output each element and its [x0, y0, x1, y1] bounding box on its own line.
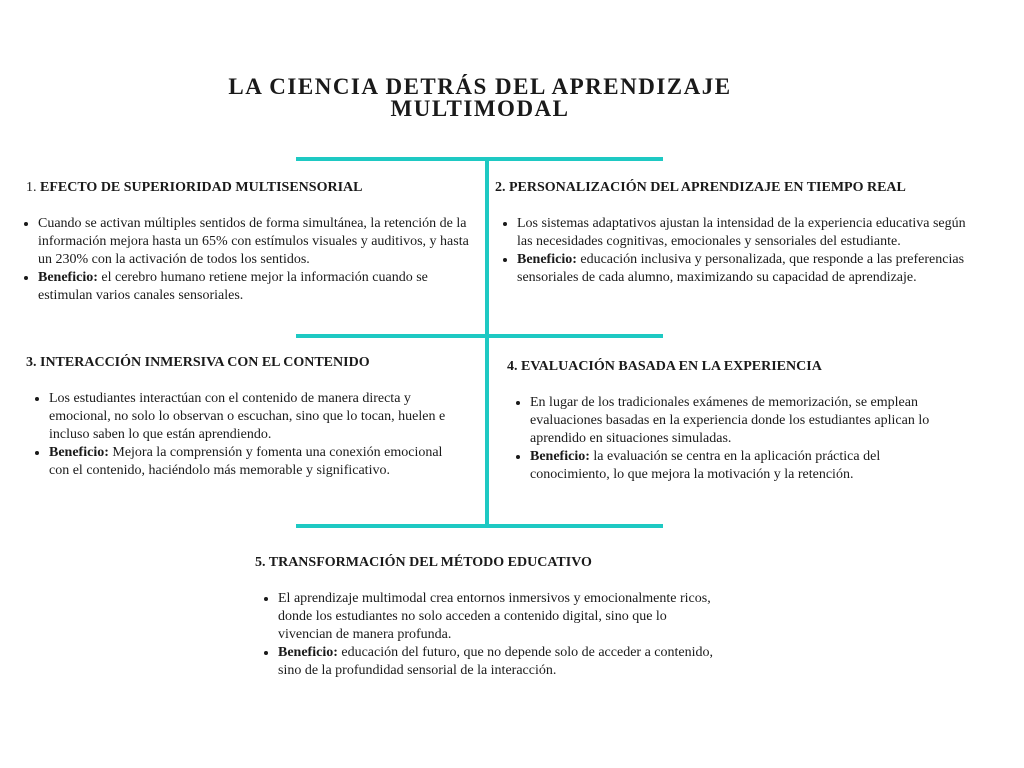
section-heading: [507, 358, 957, 376]
list-item: [38, 215, 476, 269]
section-title: TRANSFORMACIÓN DEL MÉTODO EDUCATIVO: [268, 555, 592, 570]
bullet-label: Beneficio:: [278, 645, 338, 660]
section-title: INTERACCIÓN INMERSIVA CON EL CONTENIDO: [40, 355, 370, 370]
divider-middle: [296, 334, 663, 338]
divider-vertical: [485, 159, 489, 526]
bullet-text: Mejora la comprensión y fomenta una conexión emocional con el contenido, haciéndolo más memorable y significativo.: [49, 445, 443, 478]
list-item: [49, 390, 466, 444]
bullet-list: [495, 215, 980, 287]
section-number: 4.: [507, 359, 518, 374]
list-item: [278, 644, 715, 680]
bullet-list: [26, 215, 476, 305]
section-title: PERSONALIZACIÓN DEL APRENDIZAJE EN TIEMPO REAL: [509, 180, 906, 195]
section-title: EVALUACIÓN BASADA EN LA EXPERIENCIA: [521, 359, 822, 374]
section-experience-based-evaluation: [507, 358, 957, 484]
bullet-text: El aprendizaje multimodal crea entornos inmersivos y emocionalmente ricos, donde los estudiantes no solo acceden a contenido digital, sino que lo vivencian de manera profunda.: [278, 591, 711, 642]
section-number: 3.: [26, 355, 37, 370]
section-immersive-interaction: [26, 354, 466, 480]
bullet-text: Los sistemas adaptativos ajustan la intensidad de la experiencia educativa según las necesidades cognitivas, emocionales y sensoriales del estudiante.: [517, 216, 966, 249]
section-number: 5.: [255, 555, 266, 570]
section-heading: [255, 554, 715, 572]
bullet-text: educación del futuro, que no depende solo de acceder a contenido, sino de la profundidad sensorial de la interacción.: [278, 645, 713, 678]
list-item: [278, 590, 715, 644]
list-item: [49, 444, 466, 480]
section-number: 1.: [26, 180, 37, 195]
bullet-text: el cerebro humano retiene mejor la información cuando se estimulan varios canales sensoriales.: [38, 270, 428, 303]
bullet-label: Beneficio:: [530, 449, 590, 464]
list-item: [517, 215, 980, 251]
bullet-text: En lugar de los tradicionales exámenes de memorización, se emplean evaluaciones basadas en la experiencia donde los estudiantes aplican lo aprendido en situaciones simuladas.: [530, 395, 930, 446]
bullet-text: educación inclusiva y personalizada, que responde a las preferencias sensoriales de cada alumno, maximizando su capacidad de aprendizaje.: [517, 252, 965, 285]
bullet-text: Los estudiantes interactúan con el contenido de manera directa y emocional, no solo lo observan o escuchan, sino que lo tocan, huelen e incluso saben lo que están aprendiendo.: [49, 391, 446, 442]
bullet-label: Beneficio:: [517, 252, 577, 267]
section-heading: [495, 179, 980, 197]
divider-bottom: [296, 524, 663, 528]
bullet-list: [507, 394, 957, 484]
section-number: 2.: [495, 180, 506, 195]
bullet-list: [26, 390, 466, 480]
bullet-text: Cuando se activan múltiples sentidos de forma simultánea, la retención de la información mejora hasta un 65% con estímulos visuales y auditivos, y hasta un 230% con la activación de todos los sentidos.: [38, 216, 469, 267]
section-title: EFECTO DE SUPERIORIDAD MULTISENSORIAL: [40, 180, 363, 195]
bullet-text: la evaluación se centra en la aplicación práctica del conocimiento, lo que mejora la motivación y la retención.: [530, 449, 881, 482]
bullet-label: Beneficio:: [38, 270, 98, 285]
section-multisensory-superiority: [26, 179, 476, 305]
list-item: [38, 269, 476, 305]
divider-top: [296, 157, 663, 161]
bullet-list: [255, 590, 715, 680]
section-heading: [26, 354, 466, 372]
section-educational-transformation: [255, 554, 715, 680]
list-item: [517, 251, 980, 287]
page-title: LA CIENCIA DETRÁS DEL APRENDIZAJE MULTIMODAL: [228, 74, 732, 121]
section-heading: [26, 179, 476, 197]
bullet-label: Beneficio:: [49, 445, 109, 460]
list-item: [530, 448, 957, 484]
section-real-time-personalization: [495, 179, 980, 287]
list-item: [530, 394, 957, 448]
